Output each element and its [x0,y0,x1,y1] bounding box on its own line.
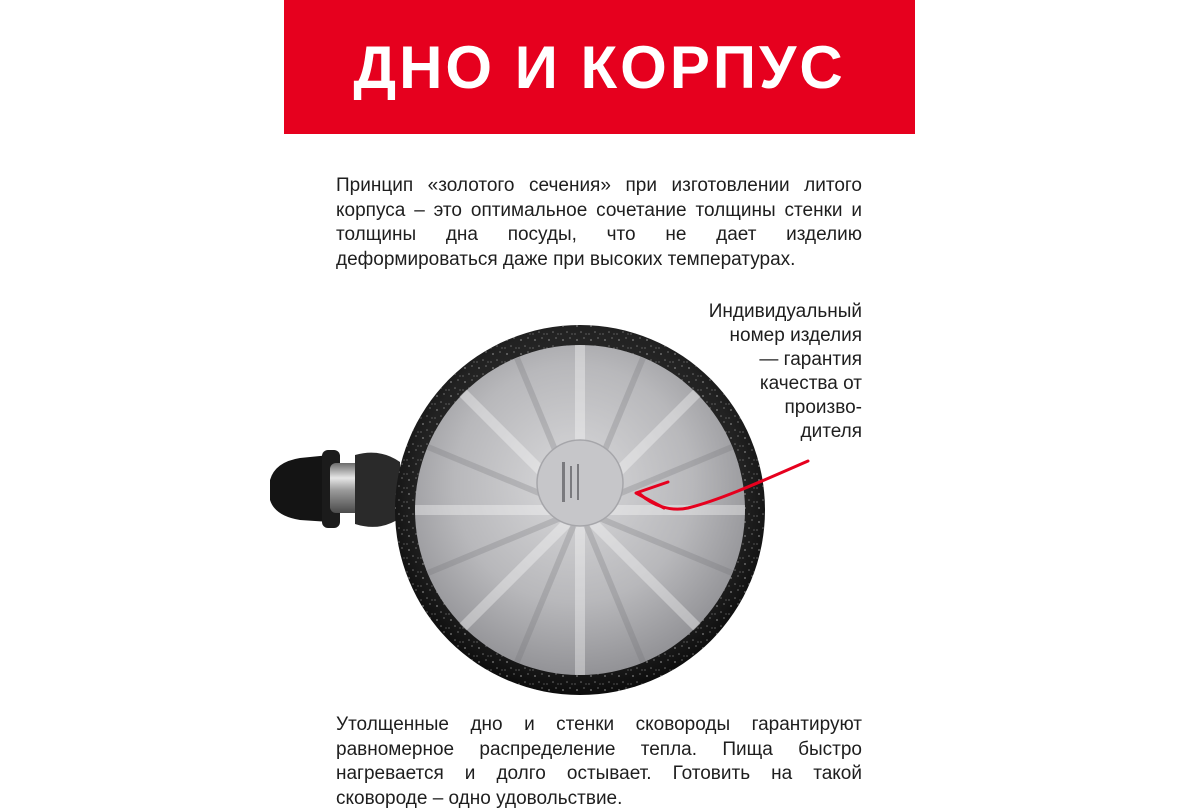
serial-number-plate [537,440,623,526]
intro-paragraph: Принцип «золотого сечения» при изготовлении литого корпуса – это оптимальное сочетание толщины стенки и толщины дна посуды, что не дает изделию деформироваться даже при высоких температурах. [336,175,862,270]
handle-grip [270,455,330,522]
page-title: ДНО И КОРПУС [353,33,846,101]
serial-number-annotation: Индивидуальный номер изделия — гарантия качества от произво- дителя [708,301,862,442]
outro-paragraph: Утолщенные дно и стенки сковороды гарантируют равномерное распределение тепла. Пища быстро нагревается и долго остывает. Готовить на такой сковороде – одно удовольствие. [336,714,862,809]
